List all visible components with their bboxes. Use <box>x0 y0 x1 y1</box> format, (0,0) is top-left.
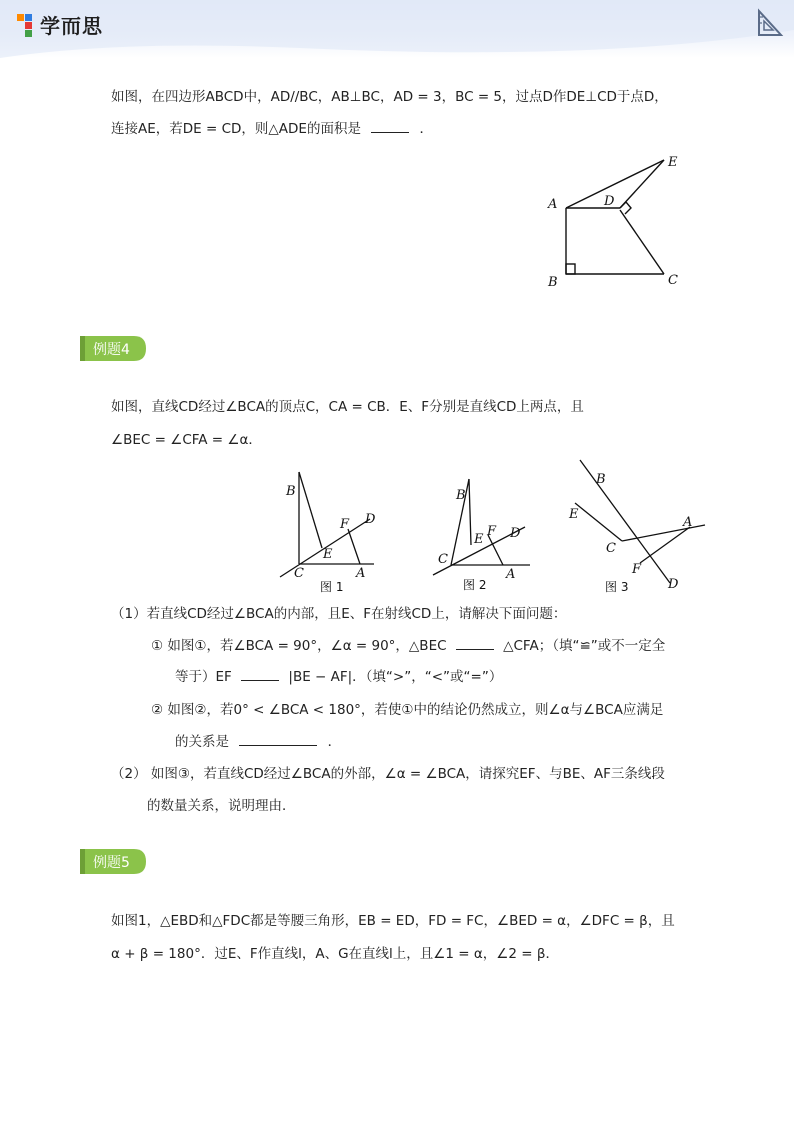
example4-q1-1-line2 <box>175 667 502 687</box>
fig3-label-B: B <box>596 472 606 487</box>
q1-1-text-a: ① 如图①，若∠BCA = 90°，∠α = 90°，△BEC <box>151 638 447 654</box>
page-header <box>0 0 794 58</box>
fig1-label-F: F <box>340 517 350 532</box>
fig3-label-C: C <box>606 541 616 556</box>
fig1-label-C: C <box>294 566 304 581</box>
q1-2-text-c: ． <box>327 734 342 750</box>
fig2-label-E: E <box>474 532 484 547</box>
quadrilateral-figure <box>540 150 690 295</box>
example5-line1: 如图1，△EBD和△FDC都是等腰三角形，EB = ED，FD = FC，∠BED = α，∠DFC = β，且 <box>111 913 675 929</box>
label-B: B <box>548 275 558 290</box>
example4-q1-2-line2 <box>175 732 341 752</box>
example5-line2: α + β = 180°．过E、F作直线l，A、G在直线l上，且∠1 = α，∠2 = β． <box>111 946 559 962</box>
fig1-label-D: D <box>365 512 376 527</box>
fig1-caption: 图 1 <box>320 580 344 594</box>
fig2-label-B: B <box>456 488 466 503</box>
problem3-line2-text: 连接AE，若DE = CD，则△ADE的面积是 <box>111 121 361 137</box>
example5-tag-label: 例题5 <box>93 855 130 871</box>
example4-intro1: 如图，直线CD经过∠BCA的顶点C，CA = CB．E、F分别是直线CD上两点，且 <box>111 399 584 415</box>
fig2-caption: 图 2 <box>463 578 487 592</box>
label-E: E <box>668 155 678 170</box>
fig2-label-D: D <box>510 526 521 541</box>
fig1-label-E: E <box>323 547 333 562</box>
fig2-label-C: C <box>438 552 448 567</box>
q1-2-text-b: 的关系是 <box>175 734 229 750</box>
answer-blank[interactable] <box>371 120 409 133</box>
q1-1-text-b: △CFA；（填“≌”或不一定全 <box>503 638 666 654</box>
answer-blank-relation[interactable] <box>239 733 317 746</box>
problem3-line2-end: ． <box>419 121 434 137</box>
label-C: C <box>668 273 678 288</box>
example5-tag <box>80 849 146 874</box>
fig3-label-E: E <box>569 507 579 522</box>
q1-1-text-d: |BE − AF|．（填“>”，“<”或“=”） <box>288 669 503 685</box>
example4-q1-2-line1: ② 如图②，若0° < ∠BCA < 180°，若使①中的结论仍然成立，则∠α与∠BCA应满足 <box>151 702 664 718</box>
problem3-line1: 如图，在四边形ABCD中，AD//BC，AB⊥BC，AD = 3，BC = 5，过点D作DE⊥CD于点D， <box>111 89 668 105</box>
fig2-label-A: A <box>506 567 516 582</box>
example4-intro2: ∠BEC = ∠CFA = ∠α． <box>111 432 262 448</box>
logo-mark-icon <box>14 8 40 38</box>
example4-figures <box>270 455 720 600</box>
example4-q2-line2: 的数量关系，说明理由． <box>147 798 296 814</box>
label-D: D <box>604 194 615 209</box>
fig1-label-A: A <box>356 566 366 581</box>
example4-q2-line1: （2） 如图③，若直线CD经过∠BCA的外部，∠α = ∠BCA，请探究EF、与BE、AF三条线段 <box>111 766 665 782</box>
example4-tag <box>80 336 146 361</box>
example4-q1-1-line1 <box>151 636 665 656</box>
example4-q1: （1）若直线CD经过∠BCA的内部，且E、F在射线CD上，请解决下面问题： <box>111 606 567 622</box>
fig3-caption: 图 3 <box>605 580 629 594</box>
fig1-label-B: B <box>286 484 296 499</box>
problem3-line2 <box>111 119 433 139</box>
fig3-label-A: A <box>683 515 693 530</box>
ruler-triangle-icon <box>756 8 784 38</box>
answer-blank-congruence[interactable] <box>456 637 494 650</box>
fig3-label-F: F <box>632 562 642 577</box>
label-A: A <box>548 197 558 212</box>
q1-1-text-c: 等于）EF <box>175 669 232 685</box>
fig2-label-F: F <box>487 524 497 539</box>
fig3-label-D: D <box>668 577 679 592</box>
example4-tag-label: 例题4 <box>93 342 130 358</box>
logo-text: 学而思 <box>40 14 103 38</box>
answer-blank-compare[interactable] <box>241 668 279 681</box>
